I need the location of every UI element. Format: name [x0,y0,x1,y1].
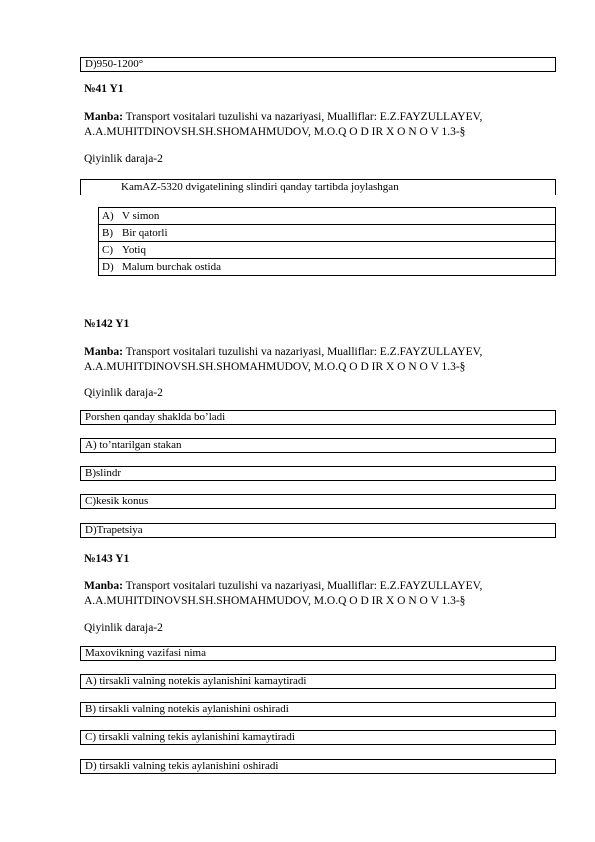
source-line-143 [84,579,482,594]
option-text: Yotiq [119,242,556,259]
answer-text: D) tirsakli valning tekis aylanishini oshiradi [85,760,279,772]
source-line-142 [84,345,482,360]
question-text-141 [80,179,556,195]
answer-text: C) tirsakli valning tekis aylanishini kamaytiradi [85,731,295,743]
source-label: Manba: [84,111,123,123]
answer-text: A) to’ntarilgan stakan [85,439,182,451]
answer-text: C)kesik konus [85,495,149,507]
source-text: Transport vositalari tuzulishi va nazariyasi, Mualliflar: E.Z.FAYZULLAYEV, [122,580,483,592]
answer-text: D)Trapetsiya [85,524,143,536]
question-number-143: №143 Y1 [84,553,130,565]
question-number-142: №142 Y1 [84,318,130,330]
source-label: Manba: [84,346,123,358]
option-row [99,208,556,225]
difficulty-142: Qiyinlik daraja-2 [84,387,163,399]
answer-option-d-prev [80,57,556,72]
source-line2-143: A.A.MUHITDINOVSH.SH.SHOMAHMUDOV, M.O.Q O D IR X O N O V 1.3-§ [84,595,466,607]
answer-option-a-142 [80,438,556,453]
answer-text: B)slindr [85,467,122,479]
option-row [99,242,556,259]
answer-text: D)950-1200° [85,58,144,70]
source-text: Transport vositalari tuzulishi va nazariyasi, Mualliflar: E.Z.FAYZULLAYEV, [122,346,483,358]
option-letter: A) [99,208,120,225]
option-text: Bir qatorli [119,225,556,242]
question-label: KamAZ-5320 dvigatelining slindiri qanday tartibda joylashgan [121,181,399,193]
answer-option-d-143 [80,759,556,774]
option-letter: C) [99,242,120,259]
answer-option-c-142 [80,494,556,509]
question-label: Maxovikning vazifasi nima [85,647,206,659]
answer-option-c-143 [80,730,556,745]
option-text: V simon [119,208,556,225]
question-number-141: №41 Y1 [84,83,124,95]
source-line2-142: A.A.MUHITDINOVSH.SH.SHOMAHMUDOV, M.O.Q O D IR X O N O V 1.3-§ [84,361,466,373]
question-label: Porshen qanday shaklda bo’ladi [85,411,226,423]
options-table-141 [98,207,556,276]
option-row [99,225,556,242]
question-text-143 [80,646,556,661]
option-row [99,259,556,276]
answer-option-b-142 [80,466,556,481]
source-line2-141: A.A.MUHITDINOVSH.SH.SHOMAHMUDOV, M.O.Q O D IR X O N O V 1.3-§ [84,126,466,138]
option-letter: D) [99,259,120,276]
source-label: Manba: [84,580,123,592]
source-line-141 [84,110,482,125]
answer-text: A) tirsakli valning notekis aylanishini kamaytiradi [85,675,307,687]
answer-option-a-143 [80,674,556,689]
option-text: Malum burchak ostida [119,259,556,276]
difficulty-143: Qiyinlik daraja-2 [84,622,163,634]
answer-option-d-142 [80,523,556,538]
source-text: Transport vositalari tuzulishi va nazariyasi, Mualliflar: E.Z.FAYZULLAYEV, [122,111,483,123]
question-text-142 [80,410,556,425]
answer-text: B) tirsakli valning notekis aylanishini oshiradi [85,703,289,715]
difficulty-141: Qiyinlik daraja-2 [84,153,163,165]
answer-option-b-143 [80,702,556,717]
option-letter: B) [99,225,120,242]
